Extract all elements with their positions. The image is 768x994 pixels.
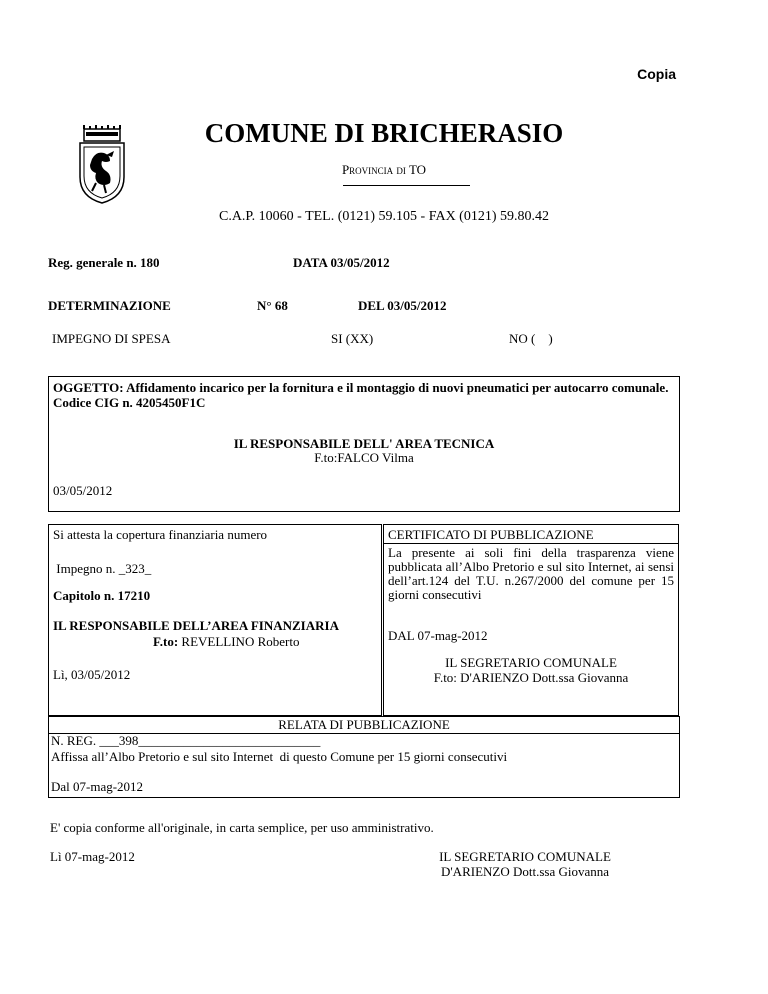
certificate-secretary-sign: F.to: D'ARIENZO Dott.ssa Giovanna xyxy=(433,670,629,685)
impegno-si: SI (XX) xyxy=(331,331,374,346)
financial-sign-label: F.to: xyxy=(153,634,179,649)
province-prefix: Provincia di xyxy=(341,162,406,177)
financial-sign-name: REVELLINO Roberto xyxy=(181,634,300,649)
footer-place-date: Lì 07-mag-2012 xyxy=(50,849,135,864)
certificate-secretary-title: IL SEGRETARIO COMUNALE xyxy=(445,655,617,670)
certificate-body: La presente ai soli fini della trasparenza viene pubblicata all’Albo Pretorio e sul sito Internet, ai sensi dell’art.124 del T.U. n.267/2000 del comune per 15 giorni consecutivi xyxy=(388,545,674,602)
province-code: TO xyxy=(408,162,427,177)
financial-box xyxy=(48,524,382,716)
relata-box xyxy=(48,716,680,798)
oggetto-box xyxy=(48,376,680,512)
financial-responsible-sign xyxy=(153,635,299,649)
certificate-title: CERTIFICATO DI PUBBLICAZIONE xyxy=(388,527,594,542)
certificate-box xyxy=(383,524,679,716)
relata-dal: Dal 07-mag-2012 xyxy=(51,779,144,794)
conforme-statement: E' copia conforme all'originale, in carta semplice, per uso amministrativo. xyxy=(50,820,434,835)
contacts-line: C.A.P. 10060 - TEL. (0121) 59.105 - FAX (0121) 59.80.42 xyxy=(218,209,550,224)
certificate-title-divider xyxy=(384,543,678,544)
copy-label: Copia xyxy=(637,66,676,82)
financial-impegno: Impegno n. _323_ xyxy=(53,561,152,576)
province-line xyxy=(0,162,768,178)
financial-place-date: Lì, 03/05/2012 xyxy=(53,667,131,682)
relata-title: RELATA DI PUBBLICAZIONE xyxy=(278,717,450,732)
determinazione-label: DETERMINAZIONE xyxy=(48,298,171,313)
reg-generale: Reg. generale n. 180 xyxy=(48,255,160,270)
footer-secretary-name: D'ARIENZO Dott.ssa Giovanna xyxy=(440,864,610,879)
relata-affissa: Affissa all’Albo Pretorio e sul sito Internet di questo Comune per 15 giorni consecutivi xyxy=(51,749,508,764)
footer-secretary-title: IL SEGRETARIO COMUNALE xyxy=(439,849,611,864)
financial-capitolo: Capitolo n. 17210 xyxy=(53,588,151,603)
reg-data: DATA 03/05/2012 xyxy=(293,255,390,270)
determinazione-date: DEL 03/05/2012 xyxy=(358,298,447,313)
financial-responsible-title: IL RESPONSABILE DELL’AREA FINANZIARIA xyxy=(53,618,339,633)
technical-responsible-sign: F.to:FALCO Vilma xyxy=(314,450,414,465)
technical-responsible-title: IL RESPONSABILE DELL' AREA TECNICA xyxy=(233,436,495,451)
municipality-title: COMUNE DI BRICHERASIO xyxy=(204,118,564,148)
impegno-label: IMPEGNO DI SPESA xyxy=(52,331,171,346)
financial-attesta: Si attesta la copertura finanziaria numero xyxy=(53,527,268,542)
province-underline xyxy=(343,185,470,186)
impegno-no: NO ( ) xyxy=(509,331,553,346)
certificate-dal: DAL 07-mag-2012 xyxy=(388,628,488,643)
determinazione-number: N° 68 xyxy=(257,298,288,313)
oggetto-date: 03/05/2012 xyxy=(53,483,113,498)
relata-nreg: N. REG. ___398____________________________ xyxy=(51,733,321,748)
oggetto-text: OGGETTO: Affidamento incarico per la fornitura e il montaggio di nuovi pneumatici per autocarro comunale. Codice CIG n. 4205450F1C xyxy=(53,380,669,410)
technical-responsible xyxy=(49,437,679,465)
